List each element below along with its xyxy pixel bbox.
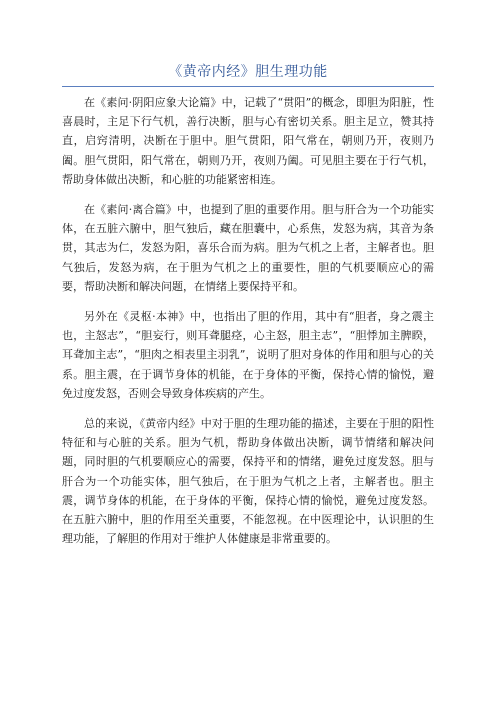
paragraph-3: 另外在《灵枢·本神》中，也指出了胆的作用，其中有“胆者，身之震主也，主怒志”，“胆妄行，则耳聋腿痉，心主怒，胆主志”，“胆悸加主脾睽，耳聋加主志”，“胆肉之相表里主羽乳”，说明了胆对身体的作用和胆与心的关系。胆主震，在于调节身体的机能，在于身体的平衡，保持心情的愉悦，避免过度发怒，否则会导致身体疾病的产生。	[62, 310, 434, 400]
paragraph-2: 在《素问·离合篇》中，也提到了胆的重要作用。胆与肝合为一个功能实体，在五脏六腑中，胆气独后，藏在胆囊中，心系焦，发怒为病，其音为条贯，其志为仁，发怒为阳，喜乐合而为病。胆为气机之上者，主解者也。胆气独后，发怒为病，在于胆为气机之上的重要性，胆的气机要顺应心的需要，帮助决断和解决问题，在情绪上要保持平和。	[62, 203, 434, 293]
paragraph-4: 总的来说，《黄帝内经》中对于胆的生理功能的描述，主要在于胆的阳性特征和与心脏的关系。胆为气机，帮助身体做出决断，调节情绪和解决问题，同时胆的气机要顺应心的需要，保持平和的情绪，避免过度发怒。胆与肝合为一个功能实体，胆气独后，在于胆为气机之上者，主解者也。胆主震，调节身体的机能，在于身体的平衡，保持心情的愉悦，避免过度发怒。在五脏六腑中，胆的作用至关重要，不能忽视。在中医理论中，认识胆的生理功能，了解胆的作用对于维护人体健康是非常重要的。	[62, 417, 434, 546]
paragraph-1: 在《素问·阴阳应象大论篇》中，记载了“贯阳”的概念，即胆为阳脏，性喜晨时，主足下行气机，善行决断，胆与心有密切关系。胆主足立，赞其持直，启窍清明，决断在于胆中。胆气贯阳，阳气常在，朝则乃开，夜则乃阖。胆气贯阳，阳气常在，朝则乃开，夜则乃阖。可见胆主要在于行气机，帮助身体做出决断，和心脏的功能紧密相连。	[62, 96, 434, 186]
title-underline	[62, 86, 434, 87]
document-body	[62, 93, 434, 559]
document-title: 《黄帝内经》胆生理功能	[168, 64, 328, 80]
